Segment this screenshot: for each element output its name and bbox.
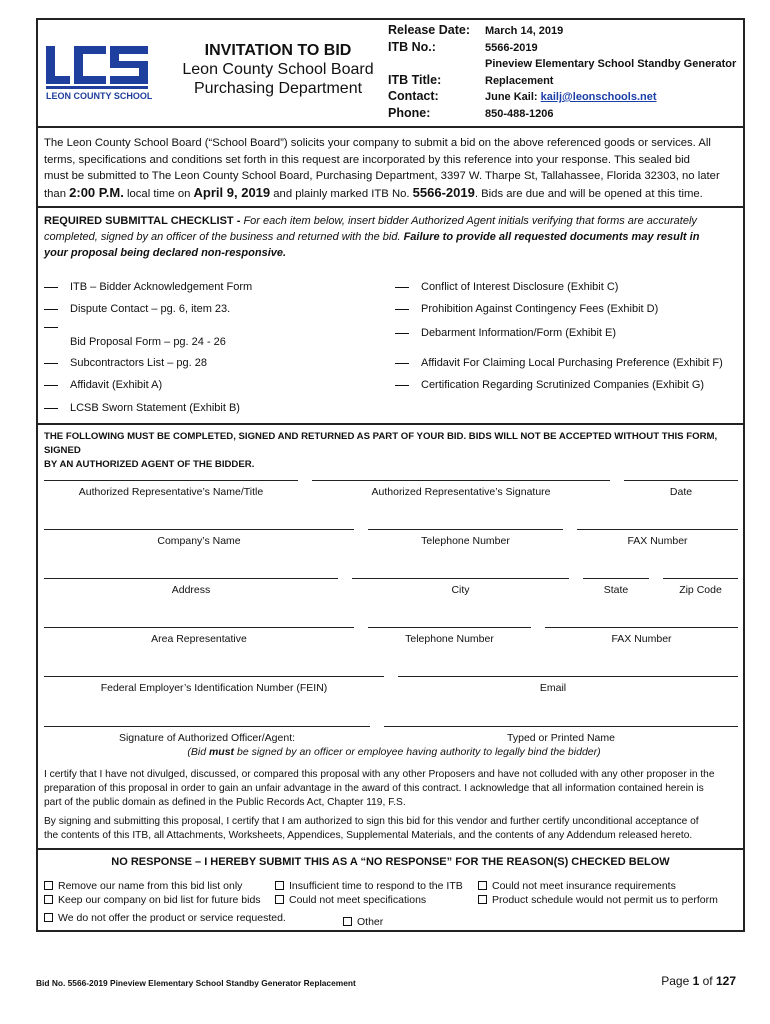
initial-blank[interactable] [44,408,58,409]
checklist-label: Prohibition Against Contingency Fees (Exhibit D) [421,303,659,315]
address-line[interactable] [44,578,338,579]
rep-signature-caption: Authorized Representative’s Signature [371,486,551,498]
checklist-warning: your proposal being declared non-responsive. [44,247,287,259]
divider [36,206,745,208]
fax2-caption: FAX Number [611,633,672,645]
date-caption: Date [669,486,693,498]
note-emphasis: must [208,746,235,758]
checklist-instructions [44,213,740,261]
checklist-line [44,213,740,229]
due-date: April 9, 2019 [193,184,271,200]
doc-subtitle-board: Leon County School Board [182,61,374,78]
cert-line: I certify that I have not divulged, discussed, or compared this proposal with any other Proposers and have not colluded with any other proposer in the [44,769,715,780]
intro-paragraph [44,135,740,202]
rep-name-caption: Authorized Representative’s Name/Title [78,486,264,498]
checklist-label: Debarment Information/Form (Exhibit E) [421,327,617,339]
doc-subtitle-dept: Purchasing Department [193,80,363,97]
initial-blank[interactable] [395,309,409,310]
intro-line: The Leon County School Board (“School Board”) solicits your company to submit a bid on the above referenced goods or services. All [44,137,711,149]
signblock-heading-line: BY AN AUTHORIZED AGENT OF THE BIDDER. [44,459,255,470]
checklist-line [44,229,740,245]
title-block [168,41,388,98]
telephone-caption: Telephone Number [421,535,510,547]
checklist-label: ITB – Bidder Acknowledgement Form [70,281,253,293]
checklist-instr: For each item below, insert bidder Authorized Agent initials verifying that forms are accurately [243,215,697,227]
cert-line: the contents of this ITB, all Attachments, Worksheets, Appendices, Supplemental Materials, and the contents of any Addendum released hereto. [44,830,693,841]
acceptance-certification [44,815,744,843]
checkbox[interactable] [478,881,487,890]
checkbox[interactable] [275,881,284,890]
checklist-label: LCSB Sworn Statement (Exhibit B) [70,402,240,414]
page-of: of [699,974,716,988]
checklist-line [44,245,740,261]
rep-name-line[interactable] [44,480,298,481]
fax-line[interactable] [577,529,738,530]
intro-text: than [44,187,70,200]
intro-line: terms, specifications and conditions set forth in this request are incorporated by this reference into your response. This sealed bid [44,153,690,166]
officer-signature-line[interactable] [44,726,370,727]
phone-value: 850-488-1206 [485,107,554,120]
email-line[interactable] [398,676,738,677]
option-label: Could not meet specifications [289,894,427,906]
checkbox[interactable] [343,917,352,926]
checklist-item[interactable] [44,402,240,414]
contact-name: June Kail: [485,91,538,103]
checklist-label: Conflict of Interest Disclosure (Exhibit C) [421,281,619,293]
initial-blank[interactable] [395,385,409,386]
typed-name-caption: Typed or Printed Name [507,732,615,744]
company-name-caption: Company’s Name [157,535,241,547]
no-response-option[interactable] [44,912,286,924]
divider [36,848,745,850]
itb-title-value-cont: Replacement [485,74,554,87]
initial-blank[interactable] [44,309,58,310]
contact-value [485,89,743,106]
page-current: 1 [692,974,700,988]
zip-caption: Zip Code [679,584,722,596]
checklist-item[interactable] [395,303,658,315]
area-rep-caption: Area Representative [151,633,247,645]
due-time: 2:00 P.M. [69,184,124,200]
telephone2-caption: Telephone Number [405,633,494,645]
no-response-option[interactable] [275,880,463,892]
itb-no-label: ITB No.: [388,39,436,54]
meta-labels [388,22,470,121]
checklist-item[interactable] [395,379,704,391]
itb-title-label: ITB Title: [388,72,442,87]
checklist-item[interactable] [395,327,616,339]
checklist-item[interactable] [44,281,252,293]
checkbox[interactable] [478,895,487,904]
checklist-label: Dispute Contact – pg. 6, item 23. [70,303,231,315]
fax-caption: FAX Number [627,535,688,547]
no-response-option[interactable] [44,880,242,892]
page-prefix: Page [661,974,693,988]
signblock-heading [44,430,744,472]
leon-county-schools-logo [44,44,152,102]
fax2-line[interactable] [545,627,738,628]
area-rep-line[interactable] [44,627,354,628]
initial-blank[interactable] [395,363,409,364]
officer-signature-caption: Signature of Authorized Officer/Agent: [118,732,296,744]
checklist-warning: Failure to provide all requested documents may result in [403,231,700,243]
email-caption: Email [539,682,567,694]
fein-caption: Federal Employer’s Identification Number (FEIN) [100,682,328,694]
checkbox[interactable] [44,913,53,922]
signblock-heading-line: THE FOLLOWING MUST BE COMPLETED, SIGNED AND RETURNED AS PART OF YOUR BID. BIDS WILL NOT BE ACCEPTED WITHOUT THIS FORM, SIGNED [44,431,718,456]
checkbox[interactable] [44,881,53,890]
checklist-instr: completed, signed by an officer of the business and returned with the bid. [44,231,404,243]
rep-signature-line[interactable] [312,480,610,481]
no-response-option[interactable] [478,894,718,906]
state-line[interactable] [583,578,649,579]
release-date-value: March 14, 2019 [485,25,564,37]
checklist-item[interactable] [44,357,207,369]
checklist-label: Affidavit (Exhibit A) [70,379,163,391]
no-response-option[interactable] [275,894,426,906]
checklist-item[interactable] [44,327,226,348]
zip-line[interactable] [663,578,738,579]
intro-text: . Bids are due and will be opened at this time. [474,187,703,200]
initial-blank[interactable] [395,287,409,288]
option-label: Could not meet insurance requirements [492,880,676,892]
contact-label: Contact: [388,89,439,103]
doc-title: INVITATION TO BID [204,42,352,59]
state-caption: State [603,584,629,596]
release-date-label: Release Date: [388,23,470,37]
contact-email-link[interactable]: kailj@leonschools.net [540,91,657,103]
footer-bid-title: Bid No. 5566-2019 Pineview Elementary School Standby Generator Replacement [36,978,356,988]
telephone-line[interactable] [368,529,563,530]
no-response-option[interactable] [343,916,383,928]
checklist-item[interactable] [44,303,230,315]
collusion-certification [44,768,744,810]
option-label: Other [357,916,384,928]
typed-name-line[interactable] [384,726,738,727]
option-label: Keep our company on bid list for future bids [58,894,261,906]
date-line[interactable] [624,480,738,481]
no-response-option[interactable] [44,894,261,906]
fein-line[interactable] [44,676,384,677]
note-text: (Bid [187,746,209,758]
page-total: 127 [715,974,736,988]
intro-line: must be submitted to The Leon County School Board, Purchasing Department, 3397 W. Tharpe St, Tallahassee, Florida 32303, no later [44,170,720,182]
checklist-label: Subcontractors List – pg. 28 [70,357,207,369]
checklist-heading: REQUIRED SUBMITTAL CHECKLIST - [44,215,244,227]
itb-no-value: 5566-2019 [485,41,538,54]
initial-blank[interactable] [395,333,409,334]
signature-authority-note [44,746,744,758]
cert-line: By signing and submitting this proposal, I certify that I am authorized to sign this bid for this vendor and further certify unconditional acceptance of [44,816,699,827]
checklist-item[interactable] [395,357,723,369]
address-caption: Address [171,584,211,596]
option-label: Product schedule would not permit us to perform [492,894,718,906]
phone-label: Phone: [388,105,431,120]
checklist-label: Bid Proposal Form – pg. 24 - 26 [70,336,226,348]
cert-line: preparation of this proposal in order to gain an unfair advantage in the award of this contract. I acknowledge that all information contained herein is [44,783,704,794]
initial-blank[interactable] [44,385,58,386]
no-response-heading: NO RESPONSE – I HEREBY SUBMIT THIS AS A “NO RESPONSE” FOR THE REASON(S) CHECKED BELOW [111,856,670,868]
initial-blank[interactable] [44,327,58,328]
itb-title-value: Pineview Elementary School Standby Generator [485,58,737,70]
intro-text: and plainly marked ITB No. [270,187,413,200]
option-label: Remove our name from this bid list only [58,880,243,892]
checklist-item[interactable] [44,379,162,391]
telephone2-line[interactable] [368,627,531,628]
checklist-label: Affidavit For Claiming Local Purchasing Preference (Exhibit F) [421,357,723,369]
city-caption: City [451,584,470,596]
option-label: We do not offer the product or service requested. [58,912,286,924]
page-number [661,974,736,988]
checklist-label: Certification Regarding Scrutinized Companies (Exhibit G) [421,379,705,391]
meta-values [485,23,743,122]
note-text: be signed by an officer or employee having authority to legally bind the bidder) [234,746,601,758]
no-response-option[interactable] [478,880,676,892]
bid-number: 5566-2019 [412,184,475,200]
initial-blank[interactable] [44,287,58,288]
lcs-logo-icon [44,44,152,102]
company-name-line[interactable] [44,529,354,530]
checklist-item[interactable] [395,281,618,293]
option-label: Insufficient time to respond to the ITB [289,880,463,892]
intro-text: local time on [123,187,194,200]
divider [36,423,745,425]
divider [36,126,745,128]
city-line[interactable] [352,578,569,579]
logo-caption: LEON COUNTY SCHOOLS [46,91,152,101]
initial-blank[interactable] [44,363,58,364]
checkbox[interactable] [44,895,53,904]
intro-line [44,185,740,203]
checkbox[interactable] [275,895,284,904]
cert-line: part of the public domain as defined in the Public Records Act, Chapter 119, F.S. [44,797,406,808]
